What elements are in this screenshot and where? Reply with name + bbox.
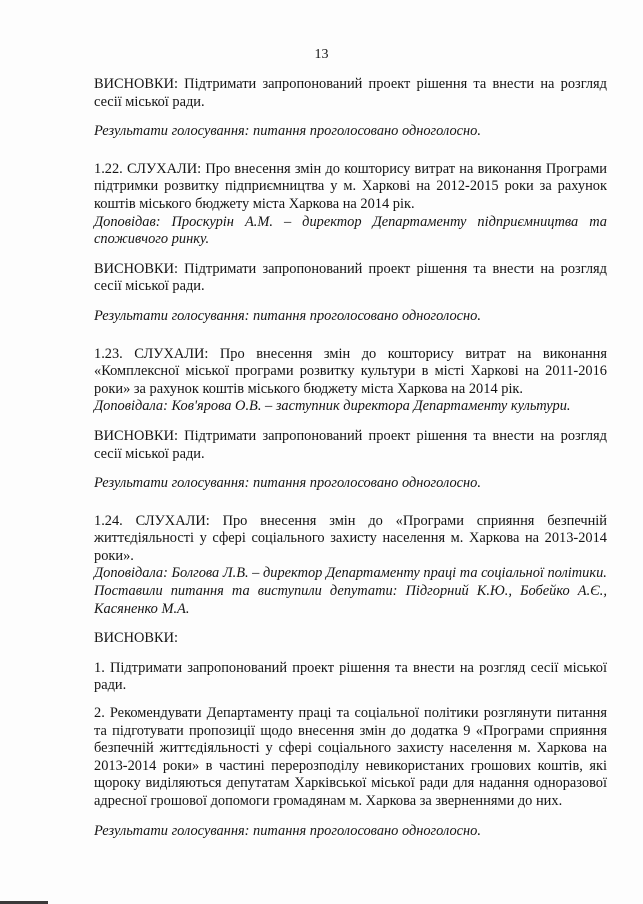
conclusions-heading: ВИСНОВКИ: xyxy=(94,630,178,647)
conclusion-paragraph: ВИСНОВКИ: Підтримати запропонований проект рішення та внести на розгляд сесії міської ради. xyxy=(94,427,607,462)
heard-item-1-24: 1.24. СЛУХАЛИ: Про внесення змін до «Програми сприяння безпечній життєдіяльності у сфері соціального захисту населення м. Харкова на 2013-2014 роки». xyxy=(94,512,607,564)
voting-result: Результати голосування: питання проголосовано одноголосно. xyxy=(94,475,481,492)
conclusion-item-1: 1. Підтримати запропонований проект рішення та внести на розгляд сесії міської ради. xyxy=(94,659,607,694)
heard-item-1-23: 1.23. СЛУХАЛИ: Про внесення змін до кошторису витрат на виконання «Комплексної міської програми розвитку культури в місті Харкові на 2011-2016 роки» за рахунок коштів міського бюджету міста Харкова на 2014 рік. xyxy=(94,345,607,397)
voting-result: Результати голосування: питання проголосовано одноголосно. xyxy=(94,822,481,839)
heard-item-1-22: 1.22. СЛУХАЛИ: Про внесення змін до кошторису витрат на виконання Програми підтримки розвитку підприємництва у м. Харкові на 2012-2015 роки за рахунок коштів міського бюджету міста Харкова на 2014 рік. xyxy=(94,160,607,212)
speaker-line: Доповідала: Ков'ярова О.В. – заступник директора Департаменту культури. xyxy=(94,398,571,415)
voting-result: Результати голосування: питання проголосовано одноголосно. xyxy=(94,123,481,140)
page-number: 13 xyxy=(314,47,329,62)
voting-result: Результати голосування: питання проголосовано одноголосно. xyxy=(94,307,481,324)
conclusion-paragraph: ВИСНОВКИ: Підтримати запропонований проект рішення та внести на розгляд сесії міської ради. xyxy=(94,76,607,110)
conclusion-item-2: 2. Рекомендувати Департаменту праці та соціальної політики розглянути питання та підготувати пропозиції щодо внесення змін до додатка 9 «Програми сприяння безпечній життєдіяльності у сфері соціального захисту населення м. Харкова на 2013-2014 роки» в частині перерозподілу невикористаних грошових коштів, які щороку виділяються депутатам Харківської міської ради для надання одноразової адресної грошової допомоги громадянам м. Харкова за зверненнями до них. xyxy=(94,705,607,809)
document-body xyxy=(94,76,607,840)
speaker-line: Доповідала: Болгова Л.В. – директор Департаменту праці та соціальної політики. xyxy=(94,565,607,582)
conclusion-paragraph: ВИСНОВКИ: Підтримати запропонований проект рішення та внести на розгляд сесії міської ради. xyxy=(94,260,607,295)
deputies-questions-line: Поставили питання та виступили депутати: Підгорний К.Ю., Бобейко А.Є., Касяненко М.А. xyxy=(94,583,607,617)
speaker-line: Доповідав: Проскурін А.М. – директор Департаменту підприємництва та споживчого ринку. xyxy=(94,213,607,248)
